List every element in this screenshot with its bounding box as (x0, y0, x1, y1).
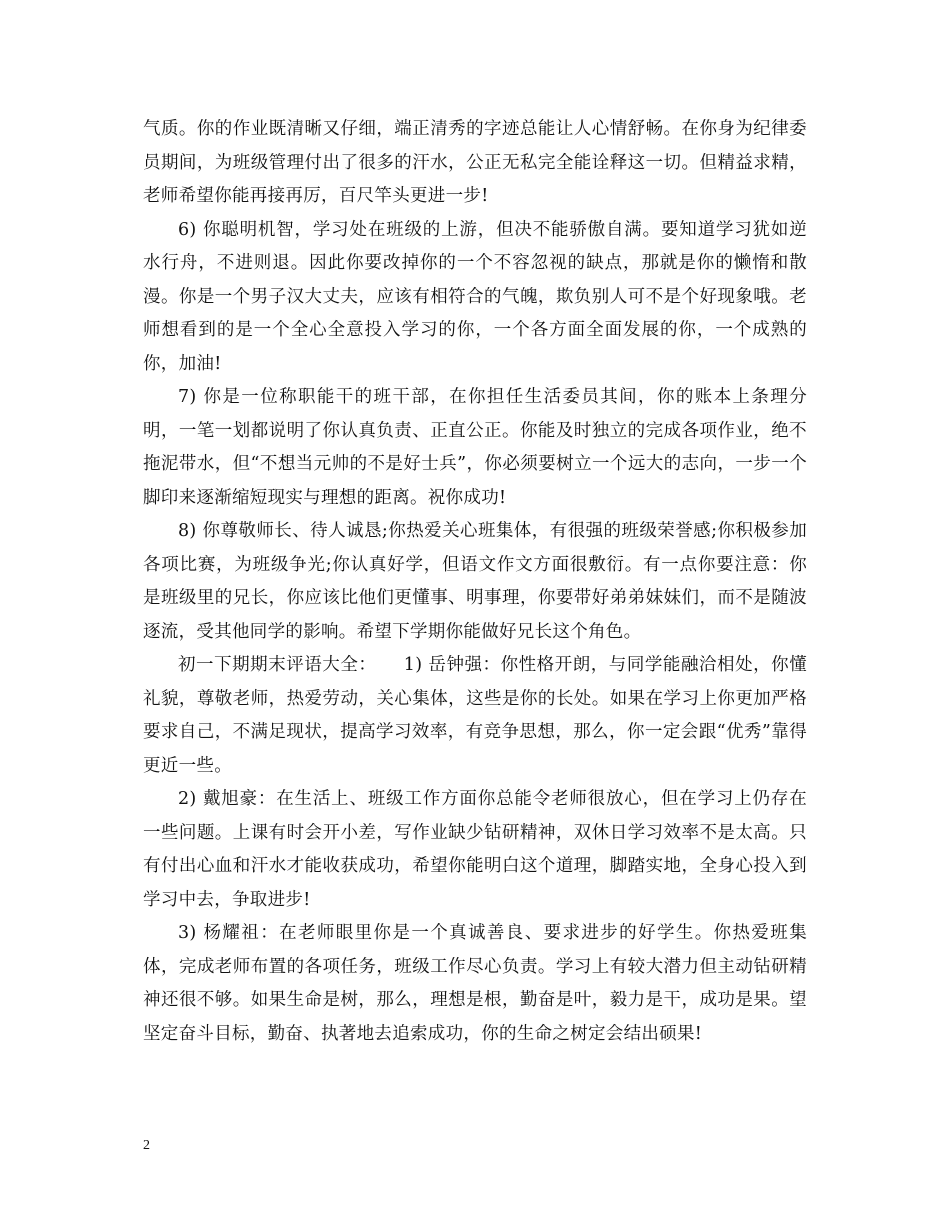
paragraph-comment-2: 2) 戴旭豪：在生活上、班级工作方面你总能令老师很放心，但在学习上仍存在一些问题。上课有时会开小差，写作业缺少钻研精神，双休日学习效率不是太高。只有付出心血和汗水才能收获成功，希望你能明白这个道理，脚踏实地，全身心投入到学习中去，争取进步! (143, 789, 807, 910)
body-text (143, 113, 807, 1051)
paragraph-continuation: 气质。你的作业既清晰又仔细，端正清秀的字迹总能让人心情舒畅。在你身为纪律委员期间，为班级管理付出了很多的汗水，公正无私完全能诠释这一切。但精益求精，老师希望你能再接再厉，百尺竿头更进一步! (143, 119, 807, 206)
paragraph-comment-6: 6) 你聪明机智，学习处在班级的上游，但决不能骄傲自满。要知道学习犹如逆水行舟，不进则退。因此你要改掉你的一个不容忽视的缺点，那就是你的懒惰和散漫。你是一个男子汉大丈夫，应该有相符合的气魄，欺负别人可不是个好现象哦。老师想看到的是一个全心全意投入学习的你，一个各方面全面发展的你，一个成熟的你，加油! (143, 219, 807, 374)
paragraph-section-intro: 初一下期期末评语大全： 1) 岳钟强：你性格开朗，与同学能融洽相处，你懂礼貌，尊敬老师，热爱劳动，关心集体，这些是你的长处。如果在学习上你更加严格要求自己，不满足现状，提高学习效率，有竞争思想，那么，你一定会跟“优秀”靠得更近一些。 (143, 655, 807, 776)
paragraph-comment-3: 3) 杨耀祖：在老师眼里你是一个真诚善良、要求进步的好学生。你热爱班集体，完成老师布置的各项任务，班级工作尽心负责。学习上有较大潜力但主动钻研精神还很不够。如果生命是树，那么，理想是根，勤奋是叶，毅力是干，成功是果。望坚定奋斗目标，勤奋、执著地去追索成功，你的生命之树定会结出硕果! (143, 923, 807, 1044)
page-number: 2 (143, 1138, 150, 1153)
paragraph-comment-8: 8) 你尊敬师长、待人诚恳;你热爱关心班集体，有很强的班级荣誉感;你积极参加各项比赛，为班级争光;你认真好学，但语文作文方面很敷衍。有一点你要注意：你是班级里的兄长，你应该比他们更懂事、明事理，你要带好弟弟妹妹们，而不是随波逐流，受其他同学的影响。希望下学期你能做好兄长这个角色。 (143, 521, 807, 642)
paragraph-comment-7: 7) 你是一位称职能干的班干部，在你担任生活委员其间，你的账本上条理分明，一笔一划都说明了你认真负责、正直公正。你能及时独立的完成各项作业，绝不拖泥带水，但“不想当元帅的不是好士兵”，你必须要树立一个远大的志向，一步一个脚印来逐渐缩短现实与理想的距离。祝你成功! (143, 387, 807, 508)
